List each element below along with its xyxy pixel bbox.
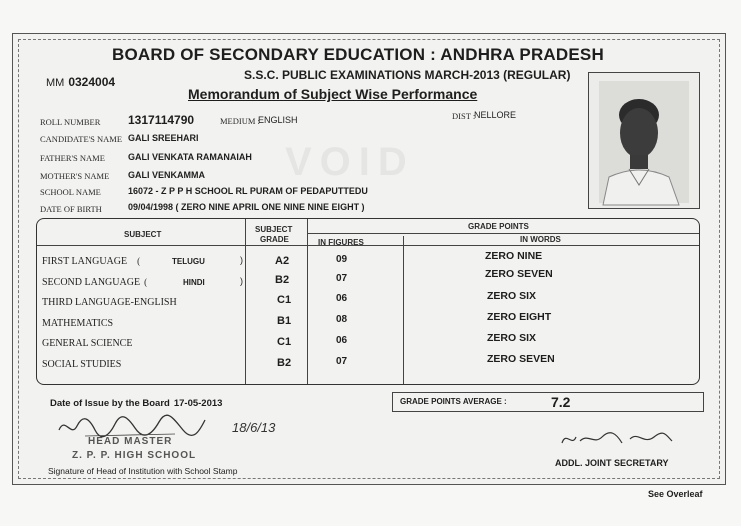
col-divider-subject <box>245 219 246 384</box>
col-divider-figures <box>403 236 404 384</box>
memo-title: Memorandum of Subject Wise Performance <box>188 86 478 102</box>
exam-title: S.S.C. PUBLIC EXAMINATIONS MARCH-2013 (REGULAR) <box>244 68 571 82</box>
row-2-grade: B2 <box>275 274 290 286</box>
mother-name-value: GALI VENKAMMA <box>128 170 205 180</box>
roll-number-value: 1317114790 <box>128 113 195 127</box>
row-3-words: ZERO SIX <box>487 290 537 302</box>
row-3-subject: THIRD LANGUAGE-ENGLISH <box>42 297 177 308</box>
candidate-name-label: CANDIDATE'S NAME <box>40 134 123 144</box>
medium-value: ENGLISH <box>258 115 298 125</box>
row-2-paren-close: ) <box>240 276 243 286</box>
watermark: VOID <box>285 140 415 184</box>
mother-name-label: MOTHER'S NAME <box>40 171 110 181</box>
row-6-figures: 07 <box>336 356 348 367</box>
header-subject-grade-2: GRADE <box>260 235 289 244</box>
row-6-subject: SOCIAL STUDIES <box>42 359 122 370</box>
header-subject: SUBJECT <box>124 230 162 239</box>
row-5-grade: C1 <box>277 336 292 348</box>
row-4-subject: MATHEMATICS <box>42 318 114 329</box>
row-6-grade: B2 <box>277 357 292 369</box>
row-2-figures: 07 <box>336 273 348 284</box>
row-6-words: ZERO SEVEN <box>487 353 555 365</box>
mm-value: 0324004 <box>68 75 116 89</box>
candidate-name-value: GALI SREEHARI <box>128 133 199 143</box>
row-1-paren-close: ) <box>240 255 243 265</box>
row-4-figures: 08 <box>336 314 348 325</box>
candidate-photo-image <box>589 73 699 208</box>
row-5-figures: 06 <box>336 335 348 346</box>
dist-label: DIST : <box>452 111 476 121</box>
row-5-words: ZERO SIX <box>487 332 537 344</box>
row-2-subject-text: SECOND LANGUAGE <box>42 277 141 288</box>
board-title: BOARD OF SECONDARY EDUCATION : ANDHRA PRADESH <box>112 45 604 64</box>
row-2-subject: SECOND LANGUAGE ( <box>42 277 148 288</box>
secretary-signature <box>558 425 678 453</box>
addl-joint-secretary: ADDL. JOINT SECRETARY <box>555 458 669 468</box>
school-name-value: 16072 - Z P P H SCHOOL RL PURAM OF PEDAPUTTEDU <box>128 186 368 196</box>
gpa-value: 7.2 <box>551 394 571 410</box>
header-in-words: IN WORDS <box>520 235 561 244</box>
father-name-value: GALI VENKATA RAMANAIAH <box>128 152 252 162</box>
gpa-label: GRADE POINTS AVERAGE : <box>400 397 507 406</box>
row-1-subject-text: FIRST LANGUAGE <box>42 256 128 267</box>
header-divider <box>37 245 699 246</box>
header-subject-grade-1: SUBJECT <box>255 225 293 234</box>
headmaster-note: Signature of Head of Institution with School Stamp <box>48 466 238 476</box>
issue-date-label: Date of Issue by the Board <box>50 398 170 409</box>
row-4-words: ZERO EIGHT <box>487 311 552 323</box>
row-2-words: ZERO SEVEN <box>485 268 553 280</box>
header-in-figures: IN FIGURES <box>318 238 364 247</box>
mm-label: MM <box>46 77 65 89</box>
dob-label: DATE OF BIRTH <box>40 204 102 214</box>
school-name-label: SCHOOL NAME <box>40 187 101 197</box>
dist-value: NELLORE <box>474 110 517 120</box>
row-4-grade: B1 <box>277 315 292 327</box>
row-1-subject: FIRST LANGUAGE ( <box>42 256 141 267</box>
grade-points-divider <box>307 233 699 234</box>
row-1-figures: 09 <box>336 254 348 265</box>
mm-number <box>46 75 115 89</box>
stamp-headmaster: HEAD MASTER <box>88 436 173 447</box>
col-divider-grade <box>307 219 308 384</box>
roll-number-label: ROLL NUMBER <box>40 117 101 127</box>
row-2-language: HINDI <box>183 278 205 287</box>
candidate-photo <box>588 72 700 209</box>
stamp-school: Z. P. P. HIGH SCHOOL <box>72 450 197 461</box>
see-overleaf: See Overleaf <box>648 489 703 499</box>
row-3-figures: 06 <box>336 293 348 304</box>
row-1-words: ZERO NINE <box>485 250 543 262</box>
headmaster-sign-date: 18/6/13 <box>232 420 276 435</box>
header-grade-points: GRADE POINTS <box>468 222 529 231</box>
row-1-language: TELUGU <box>172 257 205 266</box>
row-3-grade: C1 <box>277 294 292 306</box>
medium-label: MEDIUM : <box>220 116 260 126</box>
father-name-label: FATHER'S NAME <box>40 153 105 163</box>
row-5-subject: GENERAL SCIENCE <box>42 338 133 349</box>
dob-value: 09/04/1998 ( ZERO NINE APRIL ONE NINE NINE EIGHT ) <box>128 202 365 212</box>
row-1-grade: A2 <box>275 255 290 267</box>
issue-date-value: 17-05-2013 <box>173 398 223 409</box>
